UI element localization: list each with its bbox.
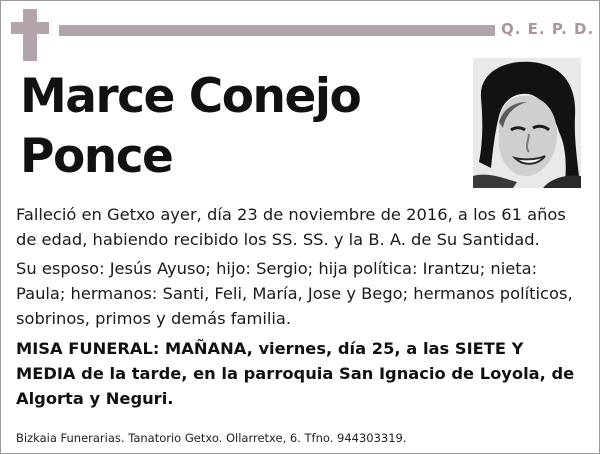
portrait-icon	[473, 58, 581, 188]
funeral-mass-paragraph: MISA FUNERAL: MAÑANA, viernes, día 25, a las SIETE Y MEDIA de la tarde, en la parroquia San Ignacio de Loyola, de Algorta y Neguri.	[16, 339, 575, 408]
cross-icon-vertical	[23, 9, 37, 61]
funeral-home-footer: Bizkaia Funerarias. Tanatorio Getxo. Ollarretxe, 6. Tfno. 944303319.	[16, 431, 407, 445]
name-line-2: Ponce	[20, 129, 173, 184]
qepd-label: Q. E. P. D.	[501, 20, 595, 38]
header-bar	[59, 25, 495, 36]
name-line-1: Marce Conejo	[20, 69, 361, 124]
family-paragraph: Su esposo: Jesús Ayuso; hijo: Sergio; hija política: Irantzu; nieta: Paula; hermanos: Santi, Feli, María, Jose y Bego; hermanos políticos, sobrinos, primos y demás familia.	[16, 259, 573, 328]
deceased-name	[20, 67, 460, 187]
cross-icon-horizontal	[11, 22, 49, 34]
portrait-photo	[473, 58, 581, 188]
death-notice-paragraph: Falleció en Getxo ayer, día 23 de noviembre de 2016, a los 61 años de edad, habiendo recibido los SS. SS. y la B. A. de Su Santidad.	[16, 205, 566, 249]
